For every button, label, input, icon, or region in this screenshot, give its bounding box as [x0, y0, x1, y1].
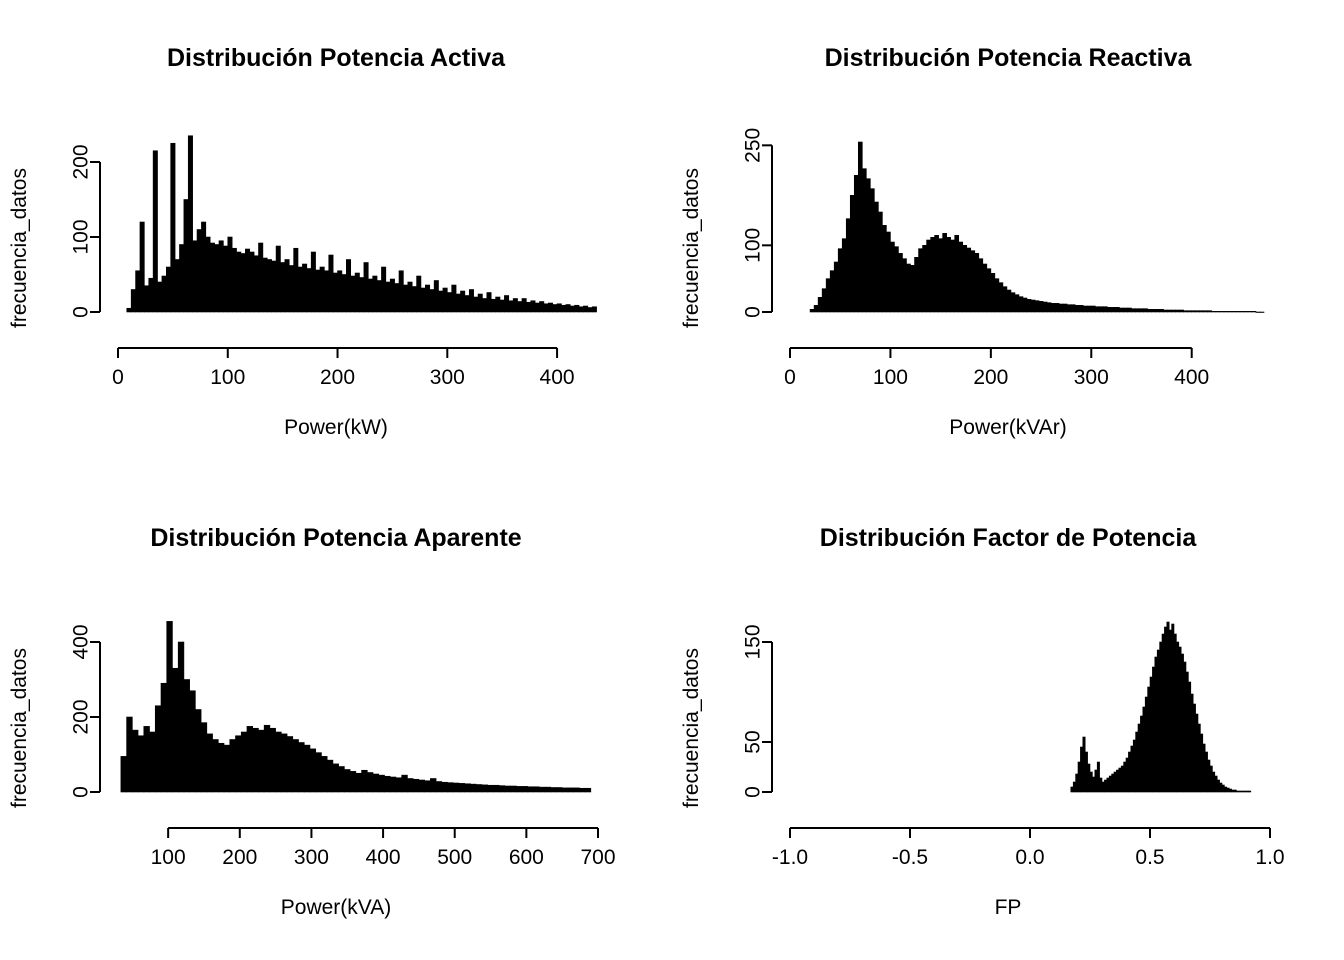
panel-factor-de-potencia	[672, 480, 1344, 960]
svg-text:0: 0	[741, 306, 765, 318]
panel-title: Distribución Potencia Reactiva	[824, 44, 1192, 72]
svg-text:400: 400	[539, 366, 575, 389]
panel-title: Distribución Factor de Potencia	[819, 524, 1197, 552]
panel-title: Distribución Potencia Aparente	[150, 524, 522, 552]
svg-text:150: 150	[741, 624, 765, 660]
y-axis	[742, 624, 772, 797]
histogram-bars	[127, 136, 597, 312]
histogram-bars	[121, 621, 591, 792]
y-axis	[70, 624, 100, 797]
svg-text:200: 200	[222, 846, 258, 869]
panel-potencia-aparente	[0, 480, 672, 960]
plot-area	[0, 480, 672, 960]
svg-text:100: 100	[69, 219, 93, 255]
histogram-bars	[1071, 622, 1251, 792]
svg-text:250: 250	[741, 127, 765, 163]
svg-text:300: 300	[293, 846, 329, 869]
svg-text:0: 0	[784, 366, 796, 389]
x-axis-label: Power(kVA)	[280, 896, 392, 919]
svg-text:0.5: 0.5	[1135, 846, 1165, 869]
svg-text:200: 200	[973, 366, 1009, 389]
y-axis-label: frecuencia_datos	[680, 168, 703, 328]
y-axis	[70, 144, 100, 317]
histogram-bars	[810, 142, 1264, 313]
x-axis-label: FP	[994, 896, 1022, 919]
svg-text:0: 0	[69, 786, 93, 798]
svg-text:100: 100	[872, 366, 908, 389]
plot-area	[672, 0, 1344, 480]
svg-text:0: 0	[741, 786, 765, 798]
svg-text:400: 400	[365, 846, 401, 869]
svg-text:1.0: 1.0	[1255, 846, 1285, 869]
x-axis	[784, 348, 1209, 389]
svg-text:100: 100	[741, 227, 765, 263]
x-axis	[112, 348, 574, 389]
svg-text:0: 0	[69, 306, 93, 318]
svg-text:-1.0: -1.0	[771, 846, 809, 869]
panel-potencia-reactiva	[672, 0, 1344, 480]
svg-text:200: 200	[320, 366, 356, 389]
svg-text:300: 300	[1073, 366, 1109, 389]
plot-area	[672, 480, 1344, 960]
svg-text:0: 0	[112, 366, 124, 389]
svg-text:400: 400	[69, 624, 93, 660]
plot-area	[0, 0, 672, 480]
svg-text:-0.5: -0.5	[891, 846, 929, 869]
y-axis-label: frecuencia_datos	[8, 168, 31, 328]
y-axis	[742, 128, 772, 318]
svg-text:500: 500	[437, 846, 473, 869]
svg-text:50: 50	[741, 730, 765, 754]
svg-text:300: 300	[429, 366, 465, 389]
svg-text:100: 100	[150, 846, 186, 869]
svg-text:200: 200	[69, 144, 93, 180]
svg-text:0.0: 0.0	[1015, 846, 1045, 869]
svg-text:700: 700	[580, 846, 616, 869]
panel-potencia-activa	[0, 0, 672, 480]
svg-text:100: 100	[210, 366, 246, 389]
y-axis-label: frecuencia_datos	[680, 648, 703, 808]
y-axis-label: frecuencia_datos	[8, 648, 31, 808]
panel-title: Distribución Potencia Activa	[166, 44, 506, 72]
svg-text:400: 400	[1174, 366, 1210, 389]
svg-text:200: 200	[69, 699, 93, 735]
x-axis-label: Power(kW)	[284, 416, 388, 439]
x-axis	[772, 828, 1285, 869]
x-axis	[151, 828, 616, 869]
svg-text:600: 600	[508, 846, 544, 869]
x-axis-label: Power(kVAr)	[949, 416, 1067, 439]
